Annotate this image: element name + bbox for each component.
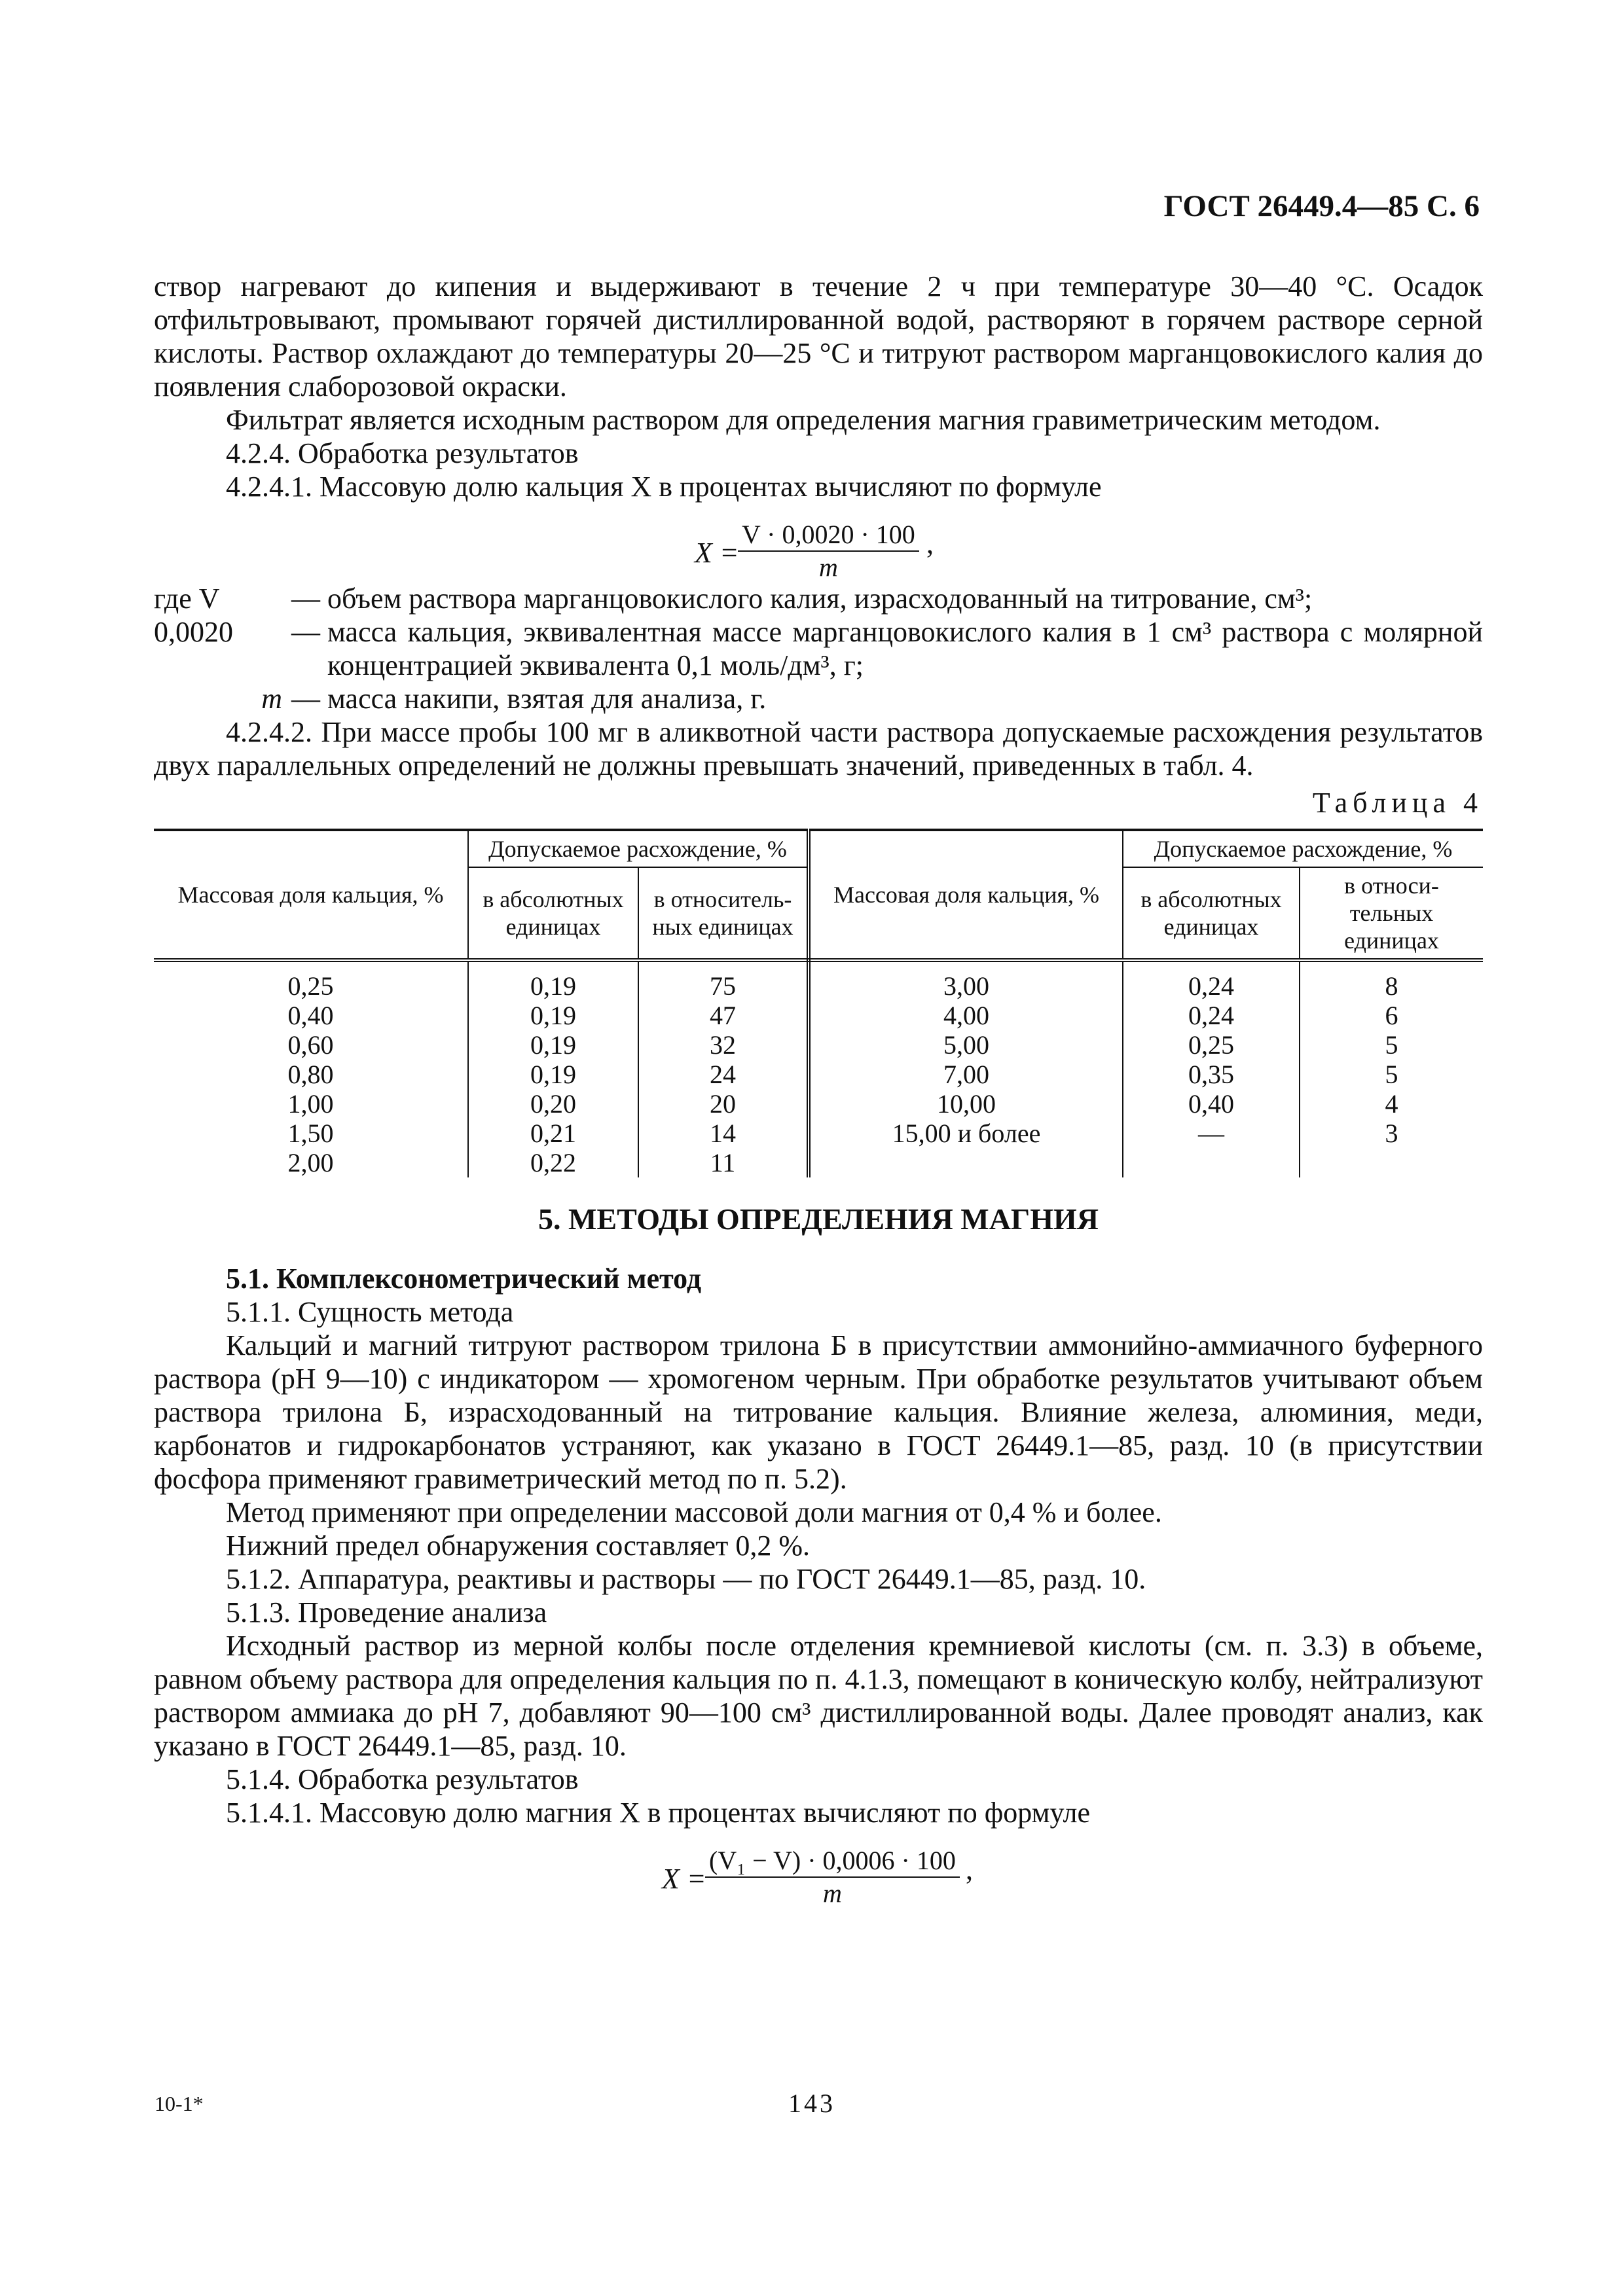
row-2-cell-4: 4,00 — [809, 1001, 1123, 1030]
heading-5-1: 5.1. Комплексонометрический метод — [226, 1263, 702, 1295]
row-6-cell-1: 1,50 — [287, 1119, 334, 1148]
legend-symbol: m — [261, 683, 282, 715]
legend-text: масса накипи, взятая для анализа, г. — [327, 683, 767, 715]
paragraph-5-1-1-c: Нижний предел обнаружения составляет 0,2 %. — [226, 1530, 810, 1562]
heading-4-2-4: 4.2.4. Обработка результатов — [226, 437, 579, 469]
row-2-cell-5: 0,24 — [1123, 1001, 1300, 1030]
table-row — [154, 1001, 1483, 1030]
section-5-title: 5. МЕТОДЫ ОПРЕДЕЛЕНИЯ МАГНИЯ — [538, 1202, 1099, 1236]
row-1-cell-5: 0,24 — [1123, 960, 1300, 1001]
heading-5-1-3: 5.1.3. Проведение анализа — [226, 1596, 547, 1628]
col-rel-left: в относитель-ных единицах — [638, 867, 809, 960]
legend-symbol: где V — [154, 583, 220, 615]
col-abs-left: в абсолютных единицах — [468, 867, 638, 960]
row-3-cell-5: 0,25 — [1123, 1030, 1300, 1060]
footer-signature: 10-1* — [155, 2092, 204, 2115]
table-caption: Таблица 4 — [1312, 787, 1483, 819]
col-group-left: Допускаемое расхождение, % — [468, 830, 809, 867]
heading-5-1-1: 5.1.1. Сущность метода — [226, 1296, 514, 1328]
row-7-cell-5 — [1123, 1148, 1300, 1177]
paragraph-5-1-1-b: Метод применяют при определении массовой доли магния от 0,4 % и более. — [226, 1496, 1162, 1528]
row-4-cell-3: 24 — [638, 1060, 809, 1089]
row-6-cell-2: 0,21 — [468, 1119, 638, 1148]
row-2-cell-2: 0,19 — [468, 1001, 638, 1030]
row-7-cell-3: 11 — [638, 1148, 809, 1177]
col-mass-right: Массовая доля кальция, % — [809, 830, 1123, 960]
col-group-right: Допускаемое расхождение, % — [1123, 830, 1483, 867]
formula-tail: , — [926, 528, 934, 560]
paragraph-5-1-1-a: Кальций и магний титруют раствором трилона Б в присутствии аммонийно-аммиачного буферного раствора (рН 9—10) с индикатором — хромогеном черным. При обработке результатов учитывают объем раствора трилона Б, израсходованный на титрование кальция. Влияние железа, алюминия, меди, карбонатов и гидрокарбонатов устраняют, как указано в ГОСТ 26449.1—85, разд. 10 (в присутствии фосфора применяют гравиметрический метод по п. 5.2). — [154, 1329, 1483, 1495]
paragraph-4-2-4-2: 4.2.4.2. При массе пробы 100 мг в аликвотной части раствора допускаемые расхождения результатов двух параллельных определений не должны превышать значений, приведенных в табл. 4. — [154, 716, 1483, 781]
formula-fraction — [738, 519, 919, 583]
row-3-cell-6: 5 — [1300, 1030, 1483, 1060]
row-7-cell-6 — [1300, 1148, 1483, 1177]
row-2-cell-1: 0,40 — [287, 1001, 334, 1030]
row-1-cell-3: 75 — [638, 960, 809, 1001]
row-3-cell-3: 32 — [638, 1030, 809, 1060]
row-7-cell-2: 0,22 — [468, 1148, 638, 1177]
formula-tail: , — [966, 1854, 973, 1886]
row-7-cell-1: 2,00 — [287, 1148, 334, 1177]
row-1-cell-1: 0,25 — [287, 971, 334, 1001]
formula-denominator: m — [822, 1878, 842, 1908]
heading-5-1-4-1: 5.1.4.1. Массовую долю магния X в процентах вычисляют по формуле — [226, 1797, 1090, 1829]
row-3-cell-2: 0,19 — [468, 1030, 638, 1060]
table-4 — [154, 829, 1483, 1177]
heading-4-2-4-1: 4.2.4.1. Массовую долю кальция X в процентах вычисляют по формуле — [226, 471, 1102, 503]
table-row — [154, 1030, 1483, 1060]
row-6-cell-5: — — [1123, 1119, 1300, 1148]
legend-text: масса кальция, эквивалентная массе марганцовокислого калия в 1 см³ раствора с молярной концентрацией эквивалента 0,1 моль/дм³, г; — [327, 616, 1483, 681]
row-7-cell-4 — [809, 1148, 1123, 1177]
row-6-cell-3: 14 — [638, 1119, 809, 1148]
legend-dash: — — [291, 616, 320, 648]
legend-row — [154, 582, 1483, 615]
col-mass-left: Массовая доля кальция, % — [154, 830, 468, 960]
row-5-cell-6: 4 — [1300, 1089, 1483, 1119]
row-4-cell-4: 7,00 — [809, 1060, 1123, 1089]
formula-numerator: (V₁ − V) · 0,0006 · 100 — [705, 1845, 960, 1878]
row-4-cell-2: 0,19 — [468, 1060, 638, 1089]
table-row — [154, 1089, 1483, 1119]
legend-dash: — — [291, 583, 320, 615]
page-header: ГОСТ 26449.4—85 С. 6 — [1163, 189, 1480, 223]
formula-lhs: X = — [695, 537, 739, 569]
row-3-cell-1: 0,60 — [287, 1030, 334, 1060]
row-6-cell-6: 3 — [1300, 1119, 1483, 1148]
row-5-cell-2: 0,20 — [468, 1089, 638, 1119]
row-1-cell-4: 3,00 — [809, 960, 1123, 1001]
formula-calcium — [154, 503, 1483, 582]
legend-text: объем раствора марганцовокислого калия, израсходованный на титрование, см³; — [327, 583, 1313, 615]
legend-symbol: 0,0020 — [154, 616, 233, 648]
row-1-cell-6: 8 — [1300, 960, 1483, 1001]
paragraph-continuation: створ нагревают до кипения и выдерживают в течение 2 ч при температуре 30—40 °С. Осадок отфильтровывают, промывают горячей дистиллированной водой, растворяют в горячем растворе серной кислоты. Раствор охлаждают до температуры 20—25 °С и титруют раствором марганцовокислого калия до появления слаборозовой окраски. — [154, 270, 1483, 403]
col-rel-right: в относи-тельных единицах — [1300, 867, 1483, 960]
col-abs-right: в абсолютных единицах — [1123, 867, 1300, 960]
row-5-cell-5: 0,40 — [1123, 1089, 1300, 1119]
legend-row — [154, 682, 1483, 715]
row-3-cell-4: 5,00 — [809, 1030, 1123, 1060]
formula-fraction — [705, 1845, 960, 1909]
formula-lhs: X = — [662, 1863, 706, 1895]
row-2-cell-3: 47 — [638, 1001, 809, 1030]
document-body — [154, 270, 1483, 1908]
page-number: 143 — [788, 2089, 835, 2118]
table-row — [154, 960, 1483, 1001]
table-row — [154, 1148, 1483, 1177]
formula-legend — [154, 582, 1483, 715]
paragraph-filtrate: Фильтрат является исходным раствором для определения магния гравиметрическим методом. — [226, 404, 1381, 436]
heading-5-1-4: 5.1.4. Обработка результатов — [226, 1763, 579, 1795]
row-5-cell-3: 20 — [638, 1089, 809, 1119]
row-5-cell-4: 10,00 — [809, 1089, 1123, 1119]
table-row — [154, 1060, 1483, 1089]
row-2-cell-6: 6 — [1300, 1001, 1483, 1030]
table-row — [154, 1119, 1483, 1148]
formula-magnesium — [154, 1829, 1483, 1908]
row-6-cell-4: 15,00 и более — [809, 1119, 1123, 1148]
legend-dash: — — [291, 683, 320, 715]
row-4-cell-1: 0,80 — [287, 1060, 334, 1089]
heading-5-1-2: 5.1.2. Аппаратура, реактивы и растворы — по ГОСТ 26449.1—85, разд. 10. — [226, 1563, 1146, 1595]
legend-row — [154, 615, 1483, 682]
formula-numerator: V · 0,0020 · 100 — [738, 519, 919, 552]
formula-denominator: m — [818, 552, 838, 582]
row-4-cell-6: 5 — [1300, 1060, 1483, 1089]
row-5-cell-1: 1,00 — [287, 1089, 334, 1119]
row-4-cell-5: 0,35 — [1123, 1060, 1300, 1089]
row-1-cell-2: 0,19 — [468, 960, 638, 1001]
paragraph-5-1-3: Исходный раствор из мерной колбы после отделения кремниевой кислоты (см. п. 3.3) в объеме, равном объему раствора для определения кальция по п. 4.1.3, помещают в коническую колбу, нейтрализуют раствором аммиака до рН 7, добавляют 90—100 см³ дистиллированной воды. Далее проводят анализ, как указано в ГОСТ 26449.1—85, разд. 10. — [154, 1630, 1483, 1762]
